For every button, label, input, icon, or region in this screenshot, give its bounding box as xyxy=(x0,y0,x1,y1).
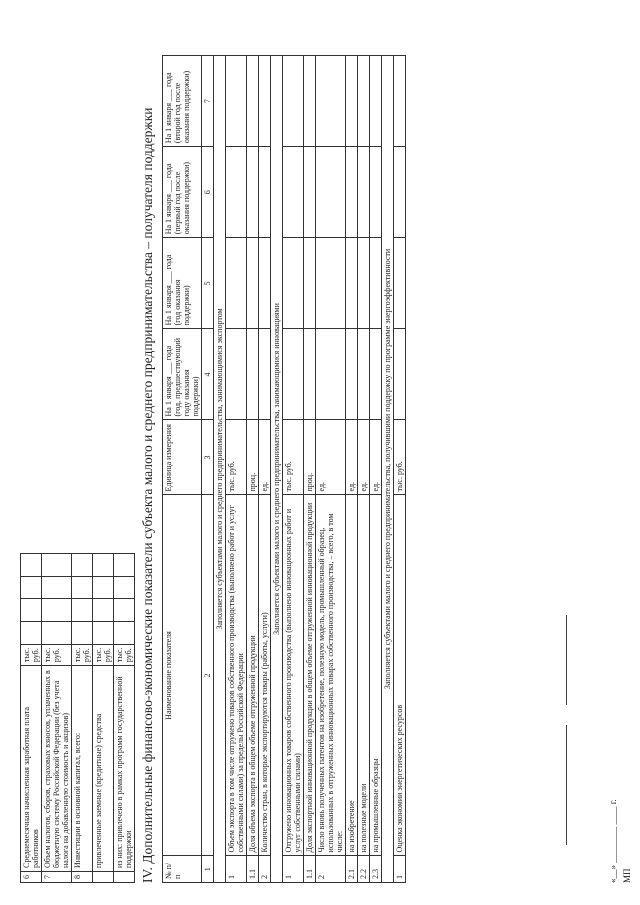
section-title: Заполняется субъектами малого и среднего предпринимательства, занимающимися экспортом xyxy=(214,56,226,883)
row-unit: проц. xyxy=(247,420,259,495)
row-unit: проц. xyxy=(304,420,316,495)
value-cell xyxy=(394,56,406,147)
top-table-row xyxy=(21,554,42,883)
row-num: 2.1 xyxy=(346,856,358,883)
value-cell xyxy=(259,56,271,147)
empty-cell xyxy=(93,554,114,577)
column-number: 4 xyxy=(202,329,214,420)
stamp-label: МП xyxy=(622,868,632,883)
value-cell xyxy=(304,329,316,420)
header-col7: На 1 января ___ года (второй год после оказания поддержки) xyxy=(163,56,202,147)
value-cell xyxy=(259,147,271,238)
value-cell xyxy=(358,329,370,420)
value-cell xyxy=(316,147,346,238)
column-number: 6 xyxy=(202,147,214,238)
column-number: 5 xyxy=(202,238,214,329)
value-cell xyxy=(316,238,346,329)
row-unit: тыс. руб. xyxy=(93,644,114,665)
empty-cell xyxy=(114,576,135,599)
value-cell xyxy=(316,56,346,147)
date-line: «__» ________ ____ г. xyxy=(608,799,618,883)
value-cell xyxy=(259,329,271,420)
header-num: № п/п xyxy=(163,856,202,883)
value-cell xyxy=(283,56,304,147)
section-header-row xyxy=(382,56,394,883)
row-name: Среднемесячная начисленная заработная плата работников xyxy=(21,666,42,872)
row-unit: тыс. руб. xyxy=(283,420,304,495)
table-row xyxy=(370,56,382,883)
row-num xyxy=(93,872,114,883)
value-cell xyxy=(247,147,259,238)
table-row xyxy=(316,56,346,883)
table-row xyxy=(346,56,358,883)
row-name: на полезные модели xyxy=(358,495,370,856)
row-num: 6 xyxy=(21,872,42,883)
value-cell xyxy=(226,56,247,147)
empty-cell xyxy=(114,554,135,577)
value-cell xyxy=(304,147,316,238)
row-name: Доля экспортной инновационной продукции в общем объеме отгруженной инновационной продукции xyxy=(304,495,316,856)
empty-cell xyxy=(114,622,135,645)
row-num: 2 xyxy=(316,856,346,883)
value-cell xyxy=(394,329,406,420)
row-name: из них: привлечено в рамках программ государственной поддержки xyxy=(114,666,135,872)
row-unit: тыс. руб. xyxy=(114,644,135,665)
row-num: 7 xyxy=(42,872,72,883)
top-table-row xyxy=(42,554,72,883)
header-name: Наименование показателя xyxy=(163,495,202,856)
signature-line xyxy=(566,725,567,845)
header-unit: Единица измерения xyxy=(163,420,202,495)
row-num: 1 xyxy=(226,856,247,883)
row-unit: ед. xyxy=(346,420,358,495)
row-name: Доля объема экспорта в общем объеме отгруженной продукции xyxy=(247,495,259,856)
value-cell xyxy=(394,147,406,238)
row-unit: тыс. руб. xyxy=(42,644,72,665)
empty-cell xyxy=(72,599,93,622)
empty-cell xyxy=(93,599,114,622)
column-number-row xyxy=(202,56,214,883)
row-num: 2.3 xyxy=(370,856,382,883)
header-col5: На 1 января ___ года (год оказания поддержки) xyxy=(163,238,202,329)
row-unit: ед. xyxy=(370,420,382,495)
value-cell xyxy=(346,329,358,420)
row-unit: ед. xyxy=(316,420,346,495)
empty-cell xyxy=(93,622,114,645)
row-name: на изобретение xyxy=(346,495,358,856)
value-cell xyxy=(394,238,406,329)
value-cell xyxy=(370,329,382,420)
row-unit: тыс. руб. xyxy=(21,644,42,665)
row-name: Оценка экономии энергетических ресурсов xyxy=(394,495,406,856)
row-name: Число вновь полученных патентов на изобретение, полезную модель, промышленный образец, использованных в отгруженных инновационных товарах собственного производства, – всего, в том числе: xyxy=(316,495,346,856)
value-cell xyxy=(247,238,259,329)
table-row xyxy=(283,56,304,883)
row-name: Инвестиции в основной капитал, всего: xyxy=(72,666,93,872)
row-name: привлеченные заемные (кредитные) средства xyxy=(93,666,114,872)
value-cell xyxy=(283,329,304,420)
value-cell xyxy=(346,238,358,329)
section-title: Заполняется субъектами малого и среднего предпринимательства, получившими поддержку по программе энергоэффективности xyxy=(382,56,394,883)
empty-cell xyxy=(42,554,72,577)
value-cell xyxy=(226,329,247,420)
header-col6: На 1 января ___ года (первый год после оказания поддержки) xyxy=(163,147,202,238)
row-name: Объем налогов, сборов, страховых взносов, уплаченных в бюджетную систему Российской Федерации (без учета налога на добавленную стоимость и акцизов) xyxy=(42,666,72,872)
row-num: 8 xyxy=(72,872,93,883)
column-number: 1 xyxy=(202,856,214,883)
value-cell xyxy=(247,56,259,147)
table-row xyxy=(247,56,259,883)
empty-cell xyxy=(21,576,42,599)
row-num: 1 xyxy=(283,856,304,883)
value-cell xyxy=(346,56,358,147)
value-cell xyxy=(370,147,382,238)
row-name: Количество стран, в которые экспортируются товары (работы, услуги) xyxy=(259,495,271,856)
table-row xyxy=(259,56,271,883)
row-unit: ед. xyxy=(259,420,271,495)
column-number: 3 xyxy=(202,420,214,495)
empty-cell xyxy=(42,622,72,645)
value-cell xyxy=(226,147,247,238)
section-title: Заполняется субъектами малого и среднего предпринимательства, занимающимися инновациями xyxy=(271,56,283,883)
row-unit: ед. xyxy=(358,420,370,495)
row-name: на промышленные образцы xyxy=(370,495,382,856)
column-number: 7 xyxy=(202,56,214,147)
row-unit: тыс. руб. xyxy=(72,644,93,665)
row-num: 2 xyxy=(259,856,271,883)
value-cell xyxy=(247,329,259,420)
row-unit: тыс. руб. xyxy=(394,420,406,495)
section-title: IV. Дополнительные финансово-экономические показатели субъекта малого и среднего предпринимательства – получателя поддержки xyxy=(140,107,155,883)
empty-cell xyxy=(72,622,93,645)
top-table-row xyxy=(72,554,93,883)
row-name: Отгружено инновационных товаров собственного производства (выполнено инновационных работ и услуг собственными силами) xyxy=(283,495,304,856)
value-cell xyxy=(370,56,382,147)
value-cell xyxy=(316,329,346,420)
top-table-row xyxy=(93,554,114,883)
row-num: 1.1 xyxy=(304,856,316,883)
empty-cell xyxy=(72,554,93,577)
table-row xyxy=(226,56,247,883)
main-table xyxy=(162,55,406,883)
empty-cell xyxy=(114,599,135,622)
empty-cell xyxy=(21,599,42,622)
empty-cell xyxy=(42,599,72,622)
value-cell xyxy=(358,238,370,329)
empty-cell xyxy=(72,576,93,599)
row-name: Объем экспорта в том числе отгружено товаров собственного производства (выполнено работ и услуг собственными силами) за пределы Российской Федерации xyxy=(226,495,247,856)
value-cell xyxy=(346,147,358,238)
empty-cell xyxy=(21,622,42,645)
table-row xyxy=(358,56,370,883)
value-cell xyxy=(259,238,271,329)
section-header-row xyxy=(214,56,226,883)
value-cell xyxy=(370,238,382,329)
value-cell xyxy=(358,147,370,238)
value-cell xyxy=(358,56,370,147)
value-cell xyxy=(283,238,304,329)
empty-cell xyxy=(42,576,72,599)
empty-cell xyxy=(21,554,42,577)
table-row xyxy=(304,56,316,883)
table-row xyxy=(394,56,406,883)
value-cell xyxy=(283,147,304,238)
row-num: 1 xyxy=(394,856,406,883)
header-col4: На 1 января ___ года (год, предшествующий году оказания поддержки) xyxy=(163,329,202,420)
row-num xyxy=(114,872,135,883)
value-cell xyxy=(226,238,247,329)
empty-cell xyxy=(93,576,114,599)
row-unit: тыс. руб. xyxy=(226,420,247,495)
row-num: 1.1 xyxy=(247,856,259,883)
signature-line-2 xyxy=(566,615,567,705)
value-cell xyxy=(304,56,316,147)
top-table-row xyxy=(114,554,135,883)
value-cell xyxy=(304,238,316,329)
top-table xyxy=(20,553,135,883)
column-number: 2 xyxy=(202,495,214,856)
row-num: 2.2 xyxy=(358,856,370,883)
section-header-row xyxy=(271,56,283,883)
